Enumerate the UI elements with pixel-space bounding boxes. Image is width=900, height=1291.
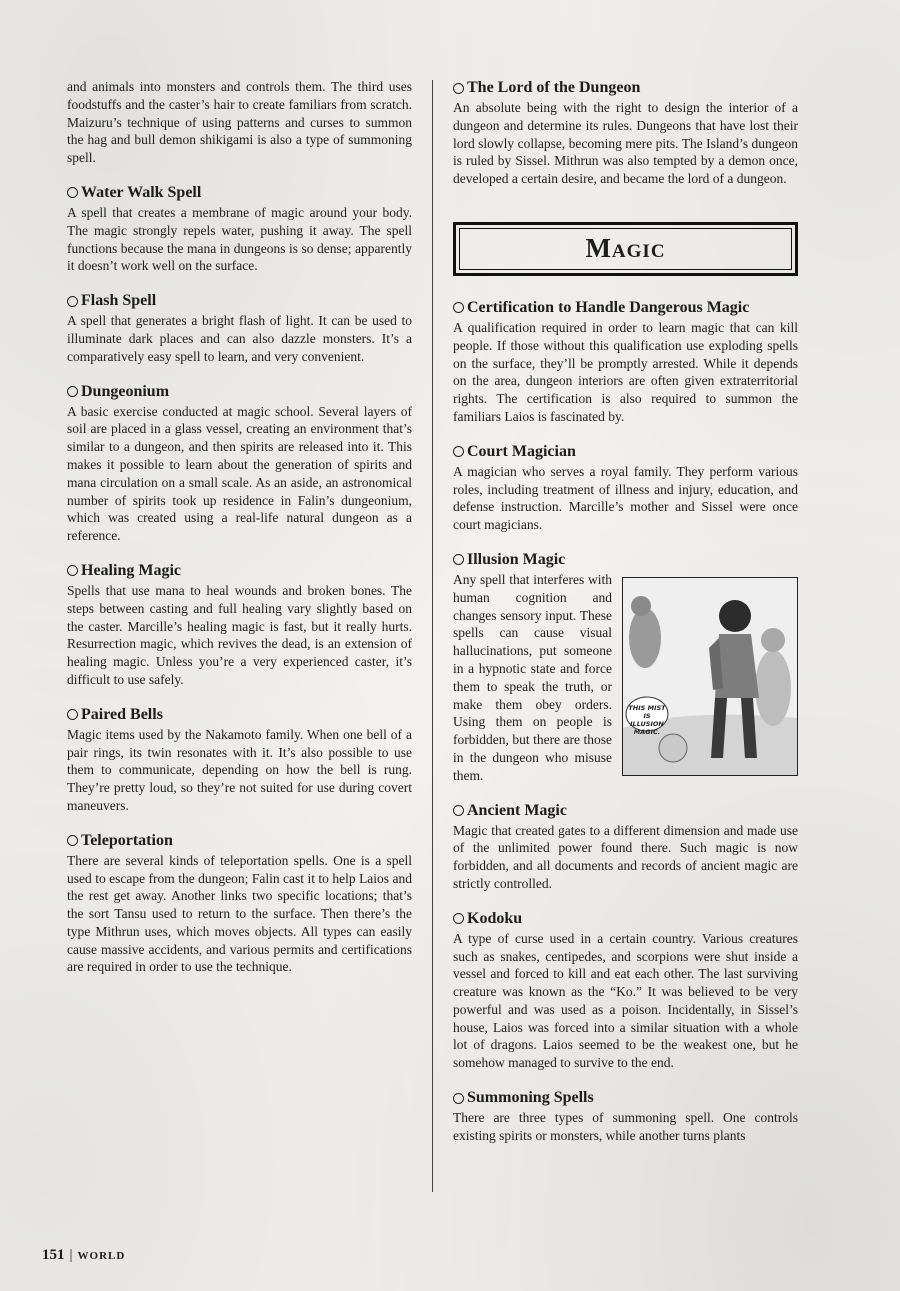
entry-text: A basic exercise conducted at magic school. Several layers of soil are placed in a glass vessel, creating an environment that’s similar to a dungeon, and then spirits are released into it. This makes it possible to learn about the generation of spirits and mana circulation on a small scale. As an aside, an astronomical number of spirits took up residence in Falin’s dungeonium, which was created using a real-life natural dungeon as a reference.	[67, 403, 412, 544]
circle-bullet-icon	[453, 446, 464, 457]
circle-bullet-icon	[453, 805, 464, 816]
entry-title: Certification to Handle Dangerous Magic	[467, 298, 750, 316]
section-title: Magic	[585, 233, 666, 264]
right-column	[453, 78, 798, 1161]
footer-section-label: WORLD	[77, 1249, 126, 1262]
entry-title: Kodoku	[467, 909, 523, 927]
intro-text: and animals into monsters and controls them. The third uses foodstuffs and the caster’s hair to create familiars from scratch. Maizuru’s technique of using patterns and curses to summon the hag and bull demon shikigami is also a type of summoning spell.	[67, 79, 412, 166]
entry-text: A qualification required in order to learn magic that can kill people. If those without this qualification use exploding spells on the surface, they’ll be promptly arrested. While it depends on the area, dungeon interiors are often given extraterritorial rights. The certification is also required to summon the familiars Laios is fascinated by.	[453, 319, 798, 424]
entry-dungeonium	[67, 382, 412, 545]
entry-water-walk-spell	[67, 183, 412, 275]
circle-bullet-icon	[453, 302, 464, 313]
entry-title: Ancient Magic	[467, 801, 567, 819]
entry-lord-of-the-dungeon	[453, 78, 798, 188]
manga-panel-art	[623, 578, 797, 775]
entry-ancient-magic	[453, 801, 798, 893]
entry-text: There are three types of summoning spell. One controls existing spirits or monsters, while another turns plants	[453, 1110, 798, 1143]
entry-title: Dungeonium	[81, 382, 170, 400]
speech-bubble-caption: THIS MIST IS ILLUSION MAGIC.	[628, 703, 666, 736]
entry-title: Teleportation	[81, 831, 173, 849]
section-header-box	[453, 222, 798, 276]
entry-text: A spell that generates a bright flash of light. It can be used to illuminate dark places and can also dazzle monsters. It’s a comparatively easy spell to learn, and very convenient.	[67, 313, 412, 364]
entry-healing-magic	[67, 561, 412, 689]
entry-certification	[453, 298, 798, 426]
page-number: 151	[42, 1247, 65, 1263]
entry-court-magician	[453, 442, 798, 534]
entry-text: Any spell that interferes with human cognition and changes sensory input. These spells can cause visual hallucinations, put someone in a hypnotic state and force them to speak the truth, or make them obey orders. Using them on people is forbidden, but there are those in the dungeon who misuse them.	[453, 571, 612, 783]
entry-paired-bells	[67, 705, 412, 815]
footer-separator: |	[69, 1247, 73, 1263]
circle-bullet-icon	[67, 187, 78, 198]
circle-bullet-icon	[67, 386, 78, 397]
left-column	[67, 78, 412, 992]
entry-text: A spell that creates a membrane of magic around your body. The magic strongly repels water, pushing it away. The spell functions because the mana in dungeons is so dense; apparently it doesn’t work well on the surface.	[67, 204, 412, 274]
circle-bullet-icon	[67, 709, 78, 720]
entry-illusion-magic	[453, 550, 798, 785]
entry-title: Court Magician	[467, 442, 576, 460]
intro-paragraph	[67, 78, 412, 167]
manga-panel-illustration	[622, 577, 798, 776]
entry-text: An absolute being with the right to design the interior of a dungeon and determine its rules. Dungeons that have lost their lord slowly collapse, becoming mere pits. The Island’s dungeon is ruled by Sissel. Mithrun was also tempted by a demon once, developed a certain desire, and became the lord of a dungeon.	[453, 100, 798, 187]
entry-title: The Lord of the Dungeon	[467, 79, 641, 96]
entry-text: Spells that use mana to heal wounds and broken bones. The steps between casting and full healing vary slightly based on the caster. Marcille’s healing magic is fast, but it really hurts. Resurrection magic, which revives the dead, is an extension of healing magic. Unless you’re a very experienced caster, it’s difficult to use safely.	[67, 582, 412, 687]
entry-teleportation	[67, 831, 412, 977]
entry-summoning-spells	[453, 1088, 798, 1145]
circle-bullet-icon	[453, 913, 464, 924]
entry-title: Summoning Spells	[467, 1089, 594, 1107]
circle-bullet-icon	[453, 554, 464, 565]
circle-bullet-icon	[67, 296, 78, 307]
column-divider	[432, 80, 433, 1192]
page-footer	[42, 1247, 125, 1264]
entry-text: Magic that created gates to a different dimension and made use of the unlimited power found there. Such magic is now forbidden, and all documents and records of ancient magic are strictly controlled.	[453, 822, 798, 891]
circle-bullet-icon	[453, 83, 464, 94]
entry-title: Illusion Magic	[467, 550, 566, 568]
entry-text: Magic items used by the Nakamoto family. When one bell of a pair rings, its twin resonates with it. It’s also possible to use them to communicate, depending on how the bell is rung. They’re pretty loud, so they’re not suited for use during covert maneuvers.	[67, 726, 412, 813]
entry-text: A type of curse used in a certain country. Various creatures such as snakes, centipedes, and scorpions were shut inside a vessel and forced to kill and eat each other. The last surviving creature was known as the “Ko.” It was believed to be very powerful and was used as a poison. Incidentally, in Sissel’s house, Laios was forced into a similar situation with a whole lot of dragons. Laios seemed to be the weakest one, but he somehow managed to survive to the end.	[453, 930, 798, 1071]
entry-title: Paired Bells	[81, 705, 163, 723]
circle-bullet-icon	[67, 835, 78, 846]
entry-title: Water Walk Spell	[81, 183, 202, 201]
entry-flash-spell	[67, 291, 412, 365]
entry-text: There are several kinds of teleportation spells. One is a spell used to escape from the dungeon; Falin cast it to help Laios and the rest get away. Another links two specific locations; that’s the sort Tansu used to return to the surface. Then there’s the type Mithrun uses, which moves objects. All types can easily cause massive accidents, and various permits and certifications are required in order to use the technique.	[67, 852, 412, 975]
circle-bullet-icon	[67, 565, 78, 576]
entry-kodoku	[453, 909, 798, 1072]
entry-text: A magician who serves a royal family. They perform various roles, including treatment of illness and injury, education, and defense instruction. Marcille’s mother and Sissel were once court magicians.	[453, 463, 798, 533]
circle-bullet-icon	[453, 1093, 464, 1104]
entry-title: Healing Magic	[81, 561, 181, 579]
entry-title: Flash Spell	[81, 292, 157, 310]
